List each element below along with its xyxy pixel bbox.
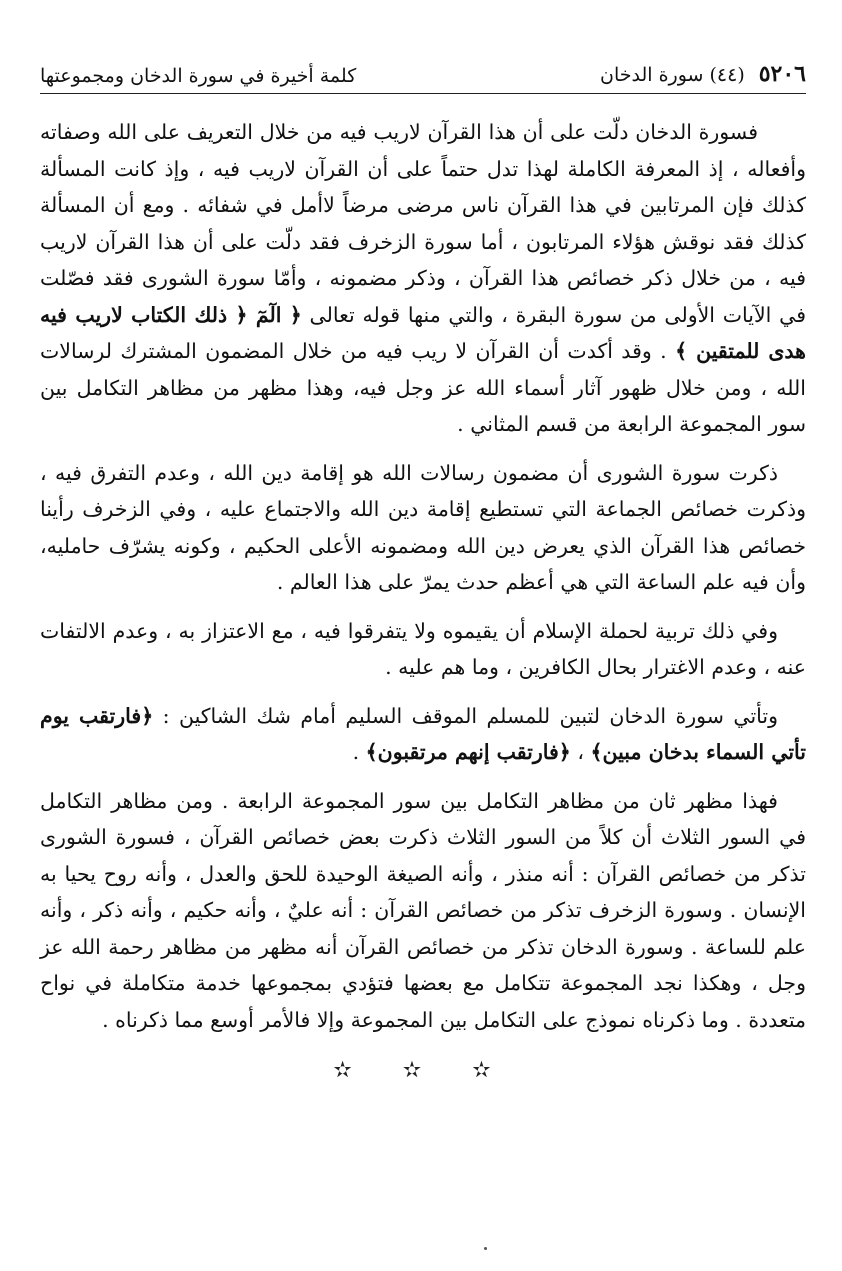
paragraph — [40, 613, 806, 686]
surah-label: (٤٤) سورة الدخان — [600, 64, 745, 86]
print-speck — [484, 1247, 487, 1250]
paragraph-text: . — [352, 740, 366, 764]
paragraph-text: فهذا مظهر ثان من مظاهر التكامل بين سور المجموعة الرابعة . ومن مظاهر التكامل في السور الثلاث أن كلاً من السور الثلاث ذكرت بعض خصائص القرآن ، فسورة الشورى تذكر من خصائص القرآن : أنه منذر ، وأنه الصيغة الوحيدة للحق والعدل ، وأنه روح يحيا به الإنسان . وسورة الزخرف تذكر من خصائص القرآن : أنه عليٌ ، وأنه حكيم ، وأنه ذكر ، وأنه علم للساعة . وسورة الدخان تذكر من خصائص القرآن أنه مظهر من مظاهر رحمة الله عز وجل ، وهكذا نجد المجموعة تتكامل مع بعضها فتؤدي بمجموعها خدمة متكاملة في نواح متعددة . وما ذكرناه نموذج على التكامل بين المجموعة وإلا فالأمر أوسع مما ذكرناه . — [40, 788, 806, 1032]
book-page — [40, 54, 806, 1254]
paragraph — [40, 783, 806, 1039]
page-number: ٥٢٠٦ — [758, 61, 806, 87]
section-end-ornament: ✫ ✫ ✫ — [333, 1058, 513, 1083]
paragraph-text: فسورة الدخان دلّت على أن هذا القرآن لاريب فيه من خلال التعريف على الله وصفاته وأفعاله ، إذ المعرفة الكاملة لهذا تدل حتماً على أن القرآن لاريب فيه ، وإذ كانت المسألة كذلك فإن المرتابين في هذا القرآن ناس مرضى مرضاً لاأمل في شفائه . ومع أن المسألة كذلك فقد نوقش هؤلاء المرتابون ، أما سورة الزخرف فقد دلّت على أن هذا القرآن لاريب فيه ، من خلال ذكر خصائص هذا القرآن ، وذكر مضمونه ، وأمّا سورة الشورى فقد فصّلت في الآيات الأولى من سورة البقرة ، والتي منها قوله تعالى — [40, 120, 806, 327]
paragraph-text: ، — [570, 740, 591, 764]
page-body — [40, 114, 806, 1083]
paragraph-text: . وقد أكدت أن القرآن لا ريب فيه من خلال المضمون المشترك لرسالات الله ، ومن خلال ظهور آثار أسماء الله عز وجل فيه، وهذا مظهر من مظاهر التكامل بين سور المجموعة الرابعة من قسم المثاني . — [40, 339, 806, 436]
quran-verse: ﴿فارتقب إنهم مرتقبون﴾ — [365, 740, 571, 764]
paragraph-text: ذكرت سورة الشورى أن مضمون رسالات الله هو إقامة دين الله ، وعدم التفرق فيه ، وذكرت خصائص الجماعة التي تستطيع إقامة دين الله والاجتماع عليه ، وفي الزخرف رأينا خصائص هذا القرآن الذي يعرض دين الله ومضمونه الأعلى الحكيم ، وكونه يشرّف حامليه، وأن فيه علم الساعة التي هي أعظم حدث يمرّ على هذا العالم . — [40, 460, 806, 594]
paragraph-text: وفي ذلك تربية لحملة الإسلام أن يقيموه ولا يتفرقوا فيه ، مع الاعتزاز به ، وعدم الالتفات عنه ، وعدم الاغترار بحال الكافرين ، وما هم عليه . — [40, 618, 806, 679]
paragraph — [40, 455, 806, 601]
running-title: كلمة أخيرة في سورة الدخان ومجموعتها — [40, 65, 357, 87]
quran-verse: ﴿فارتقب يوم تأتي السماء بدخان مبين﴾ — [40, 703, 806, 764]
header-right — [356, 61, 806, 87]
paragraph — [40, 698, 806, 771]
page-header — [40, 54, 806, 94]
paragraph — [40, 114, 806, 443]
quran-verse: ﴿ الٓمٓ ﴿ ذلك الكتاب لاريب فيه هدى للمتقين ﴾ — [40, 302, 806, 363]
paragraph-text: وتأتي سورة الدخان لتبين للمسلم الموقف السليم أمام شك الشاكين : — [153, 703, 778, 728]
